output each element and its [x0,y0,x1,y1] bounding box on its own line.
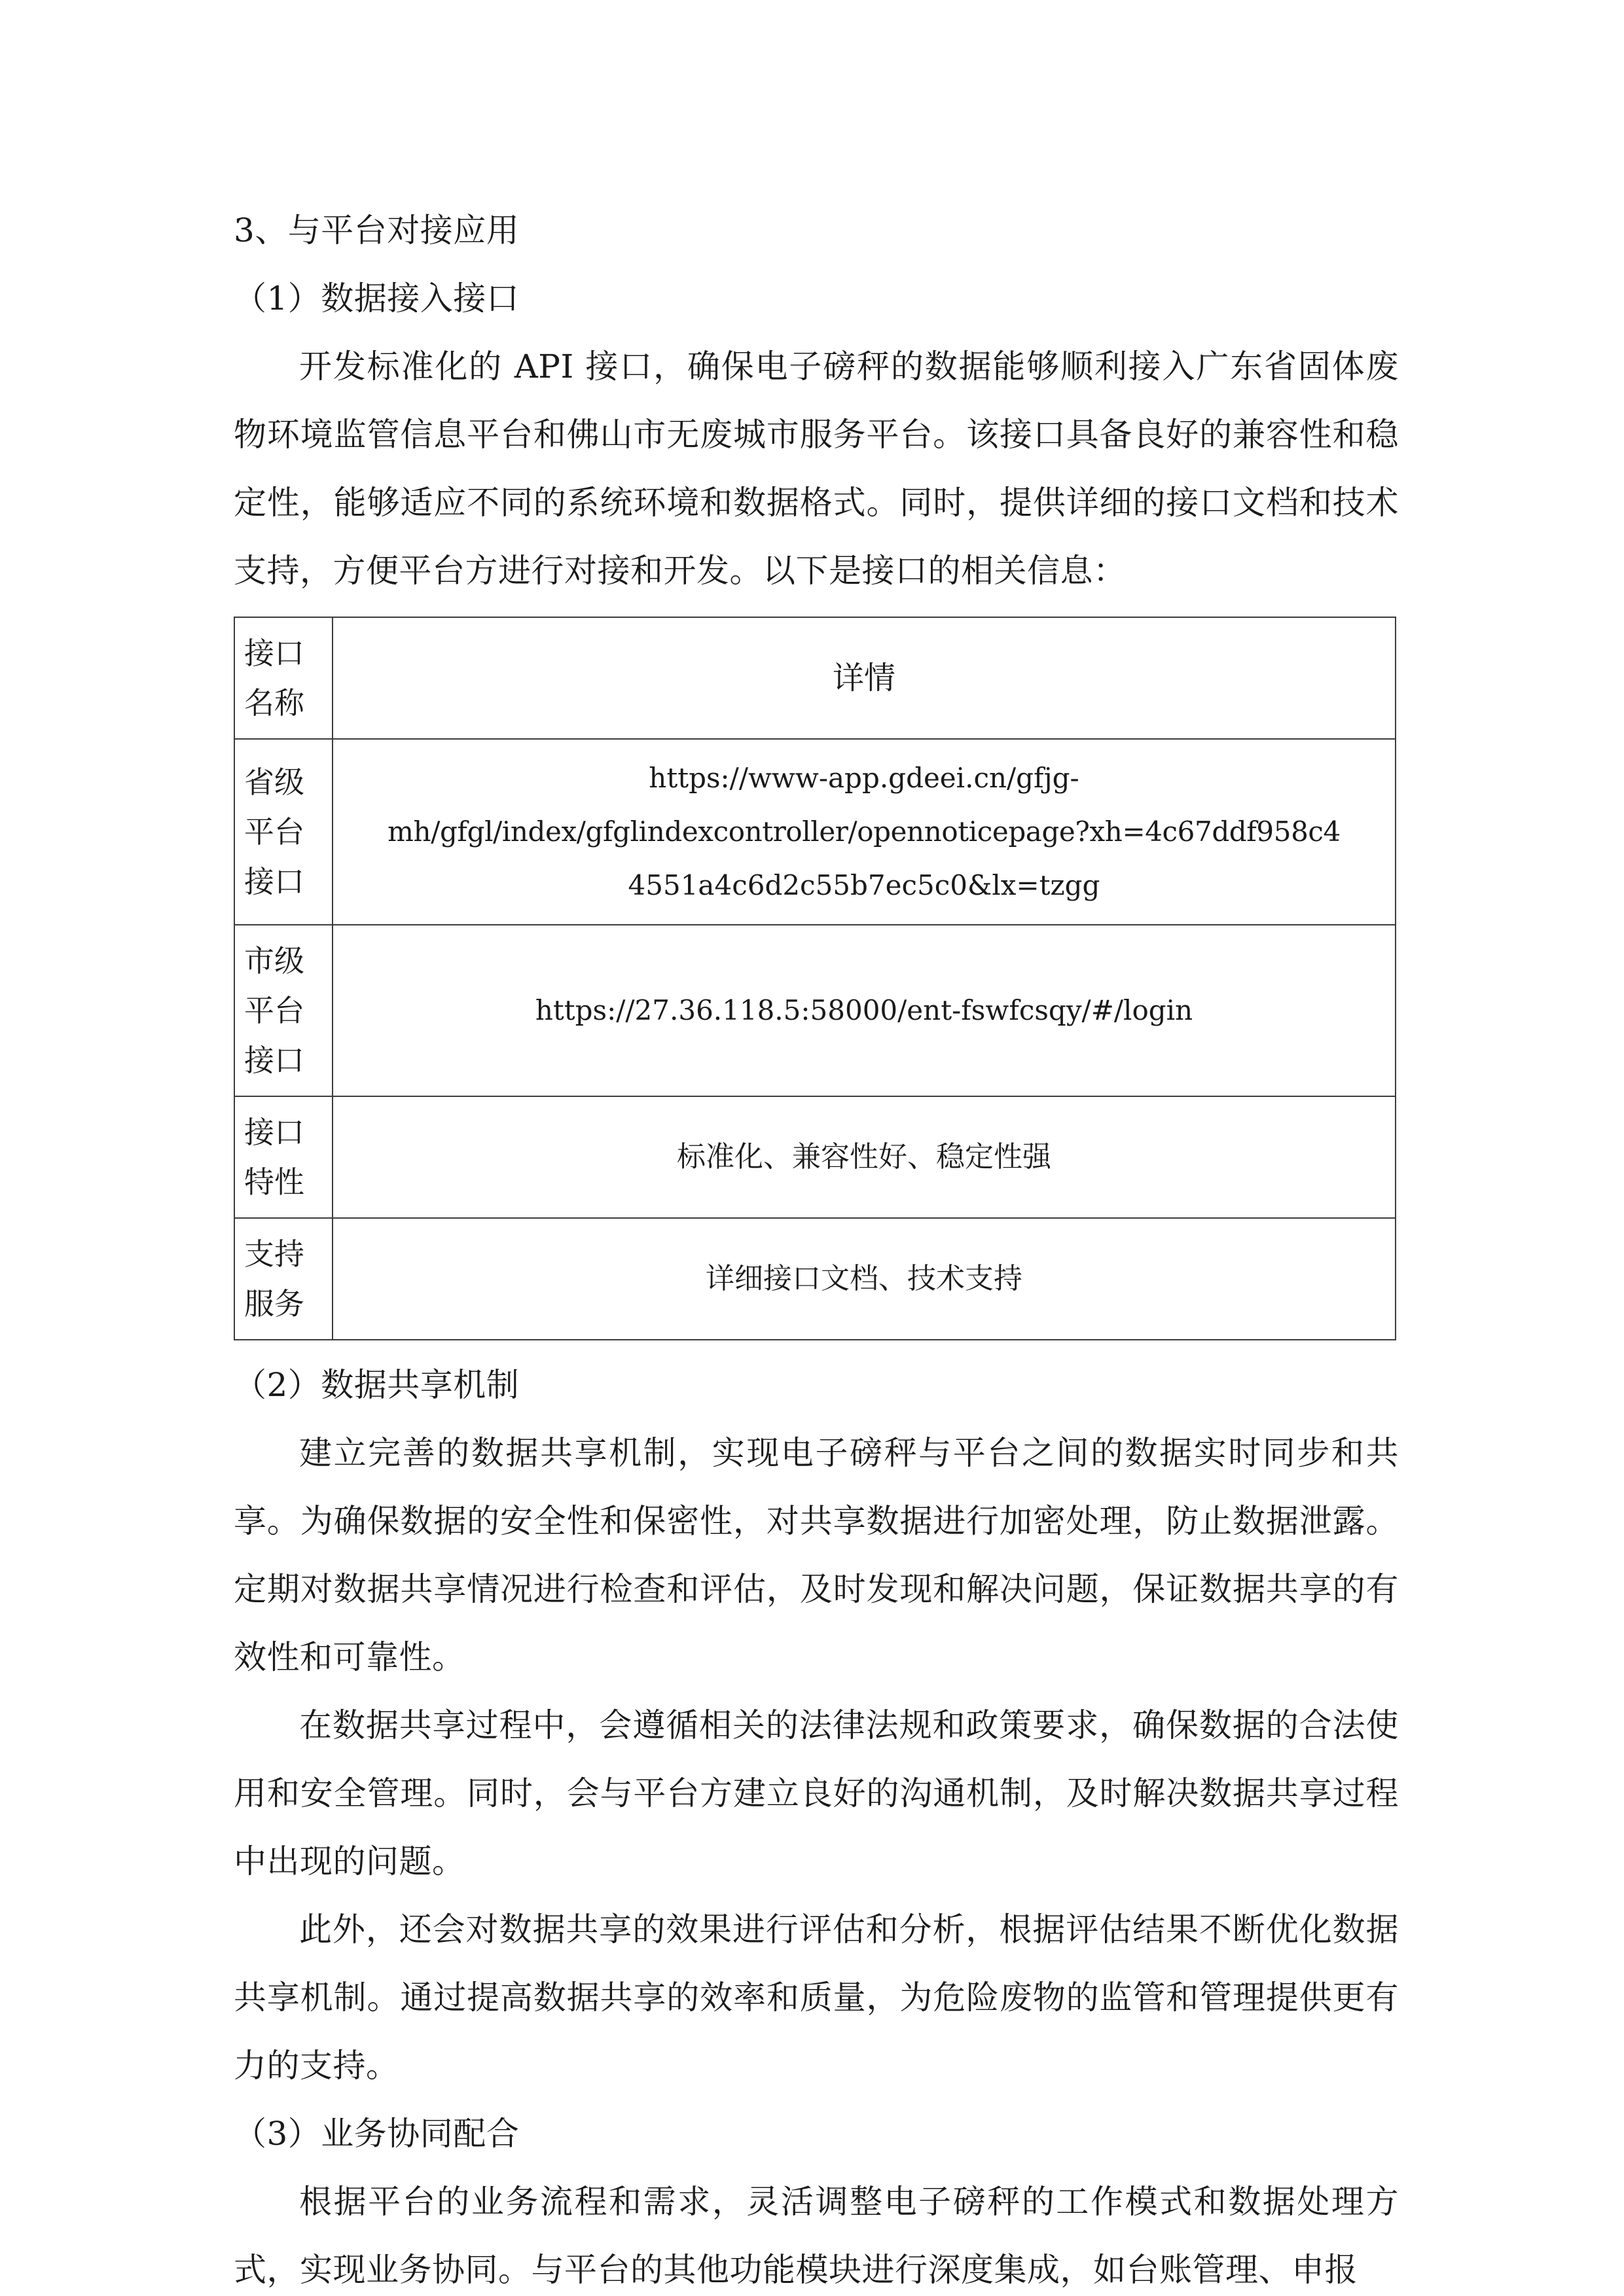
table-cell-detail [333,739,1396,925]
paragraph-line: 更有力的支持。 [234,1979,1399,2085]
paragraph-line: 技术支持，方便平台方进行对接和开发。以下是接口的相关信息： [234,484,1399,590]
table-cell-name [234,739,333,925]
table-row [234,925,1396,1096]
paragraph-line: 物环境监管信息平台和佛山市无废城市服务平台。该接口具备良好的兼容性和 [234,416,1366,454]
row-name-label: 省级平台接口 [244,764,304,899]
paragraph-line: 式，实现业务协同。与平台的其他功能模块进行深度集成，如台账管理、申报 [234,2251,1358,2289]
subsection-1-heading: （1）数据接入接口 [234,279,520,317]
row-detail-value: 标准化、兼容性好、稳定性强 [677,1140,1051,1174]
table-header-cell-name [234,617,333,739]
document-body [234,196,1399,2296]
table-cell-detail [333,925,1396,1096]
header-name-label: 接口名称 [244,636,304,721]
table-cell-detail [333,1218,1396,1340]
paragraph-line: 过程中出现的问题。 [234,1774,1399,1880]
paragraph-line: 开发标准化的 API 接口，确保电子磅秤的数据能够顺利接入广东省固体废 [299,348,1399,386]
row-detail-value [333,740,1395,924]
subsection-2-heading: （2）数据共享机制 [234,1366,520,1404]
url-line: https://27.36.118.5:58000/ent-fswfcsqy/#/login [535,994,1193,1026]
url-line: https://www-app.gdeei.cn/gfjg- [649,762,1079,794]
row-name-label: 市级平台接口 [244,943,304,1078]
table-row [234,1218,1396,1340]
paragraph-line: 此外，还会对数据共享的效果进行评估和分析，根据评估结果不断优化数 [299,1910,1366,1948]
subsection-2-paragraph-2 [234,1691,1399,1895]
paragraph-line: 稳定性，能够适应不同的系统环境和数据格式。同时，提供详细的接口文档和 [234,416,1399,522]
paragraph-line: 露。定期对数据共享情况进行检查和评估，及时发现和解决问题，保证数据共 [234,1502,1399,1608]
header-detail-label: 详情 [832,660,895,696]
interface-info-table [234,617,1396,1340]
row-name-label: 支持服务 [244,1236,304,1321]
paragraph-line: 享。为确保数据的安全性和保密性，对共享数据进行加密处理，防止数据泄 [234,1502,1333,1540]
table-cell-name [234,925,333,1096]
row-detail-value [333,972,1395,1049]
paragraph-line: 据共享机制。通过提高数据共享的效率和质量，为危险废物的监管和管理提供 [234,1910,1399,2017]
subsection-2-paragraph-1 [234,1419,1399,1691]
subsection-3-heading: （3）业务协同配合 [234,2115,520,2153]
row-name-label: 接口特性 [244,1115,304,1200]
table-cell-detail [333,1096,1396,1218]
paragraph-line: 根据平台的业务流程和需求，灵活调整电子磅秤的工作模式和数据处理方 [299,2183,1399,2221]
table-cell-name [234,1096,333,1218]
row-detail-value: 详细接口文档、技术支持 [706,1262,1022,1295]
table-header-row [234,617,1396,739]
paragraph-line: 建立完善的数据共享机制，实现电子磅秤与平台之间的数据实时同步和共 [299,1434,1399,1472]
table-row [234,1096,1396,1218]
url-line: 4551a4c6d2c55b7ec5c0&lx=tzgg [628,869,1100,901]
section-heading: 3、与平台对接应用 [234,211,520,249]
paragraph-line: 享的有效性和可靠性。 [234,1570,1399,1676]
url-line: mh/gfgl/index/gfglindexcontroller/opennoticepage?xh=4c67ddf958c4 [388,816,1341,848]
subsection-2-paragraph-3 [234,1895,1399,2100]
table-cell-name [234,1218,333,1340]
paragraph-line: 使用和安全管理。同时，会与平台方建立良好的沟通机制，及时解决数据共享 [234,1706,1399,1812]
subsection-3-paragraph-1 [234,2168,1399,2296]
table-header-cell-detail [333,617,1396,739]
subsection-1-paragraph [234,332,1399,605]
table-row [234,739,1396,925]
paragraph-line: 在数据共享过程中，会遵循相关的法律法规和政策要求，确保数据的合法 [299,1706,1366,1744]
